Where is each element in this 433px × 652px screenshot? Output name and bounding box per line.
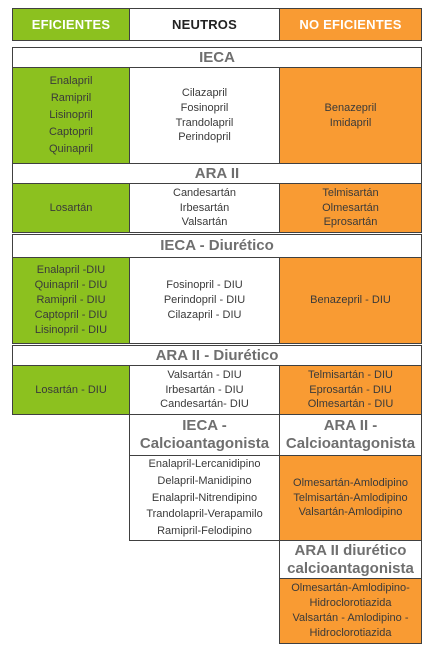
drug-item: Lisinopril - DIU [34, 323, 108, 336]
drug-item: Captopril - DIU [34, 308, 108, 321]
ara2-diu-no-eficientes-cell [279, 365, 422, 415]
section-title-line: Calcioantagonista [285, 435, 416, 452]
ieca-eficientes-cell [12, 67, 130, 164]
drug-item: Fosinopril [180, 101, 229, 114]
drug-item: Enalapril -DIU [36, 264, 106, 277]
drug-item: Telmisartán [322, 186, 379, 199]
drug-item: Benazepril [324, 101, 377, 114]
drug-item: Irbesartán [179, 201, 230, 214]
drug-item: Captopril [48, 125, 94, 138]
section-title-line: ARA II diurético [294, 541, 407, 559]
drug-item: Benazepril - DIU [310, 294, 391, 307]
drug-item: Lisinopril [49, 109, 93, 122]
drug-item: Olmesartán-Amlodipino [293, 476, 408, 489]
drug-item: Enalapril [49, 75, 93, 88]
section-title-ara2-calcioantagonista [279, 414, 422, 456]
ara2-calcio-no-eficientes-cell [279, 455, 422, 541]
ara2-no-eficientes-cell [279, 183, 422, 233]
drug-item: Losartán - DIU [35, 383, 107, 396]
header-no-eficientes [279, 8, 422, 41]
ieca-calcio-neutros-cell [129, 455, 280, 541]
section-title-ara2 [12, 163, 422, 184]
drug-item: Ramipril - DIU [36, 294, 106, 307]
drug-item: Eprosartán - DIU [309, 383, 392, 396]
drug-item: Quinapril [48, 142, 94, 155]
section-title-ara2-diuretico-label: ARA II - Diurético [155, 346, 279, 364]
ara2-diu-neutros-cell [129, 365, 280, 415]
drug-item: Olmesartán - DIU [307, 398, 394, 411]
drug-item: Enalapril-Lercanidipino [148, 457, 261, 470]
drug-item: Olmesartán [322, 201, 379, 214]
header-eficientes-label: EFICIENTES [31, 16, 111, 32]
section-title-ieca-diuretico-label: IECA - Diurético [160, 237, 274, 254]
drug-item: Perindopril [178, 131, 231, 144]
drug-item: Enalapril-Nitrendipino [151, 491, 258, 504]
section-title-line: calcioantagonista [287, 559, 414, 577]
drug-item: Ramipril [50, 92, 92, 105]
section-title-line: ARA II - [323, 417, 378, 434]
drug-item: Hidroclorotiazida [309, 597, 392, 610]
drug-item: Hidroclorotiazida [309, 626, 392, 639]
section-title-line: IECA - [182, 417, 227, 434]
drug-item: Irbesartán - DIU [165, 383, 244, 396]
drug-item: Candesartán [173, 186, 236, 199]
ara2-eficientes-cell [12, 183, 130, 233]
section-title-ieca-calcioantagonista [129, 414, 280, 456]
drug-item: Olmesartán-Amlodipino- [291, 582, 410, 595]
drug-item: Candesartán- DIU [160, 398, 249, 411]
section-title-ieca-label: IECA [199, 48, 235, 66]
header-neutros-label: NEUTROS [172, 16, 237, 32]
drug-item: Valsartán-Amlodipino [298, 506, 403, 519]
drug-item: Valsartán - DIU [167, 368, 242, 381]
drug-item: Delapril-Manidipino [157, 474, 252, 487]
ara2-neutros-cell [129, 183, 280, 233]
drug-item: Losartán [49, 201, 93, 214]
ieca-no-eficientes-cell [279, 67, 422, 164]
drug-item: Valsartán [181, 216, 228, 229]
drug-item: Fosinopril - DIU [166, 279, 243, 292]
drug-item: Telmisartán-Amlodipino [293, 491, 408, 504]
drug-item: Ramipril-Felodipino [157, 525, 252, 538]
drug-item: Telmisartán - DIU [308, 368, 393, 381]
header-no-eficientes-label: NO EFICIENTES [299, 16, 402, 32]
drug-item: Perindopril - DIU [163, 294, 246, 307]
section-title-ieca [12, 47, 422, 68]
section-title-ara2-diuretico [12, 345, 422, 366]
header-neutros [129, 8, 280, 41]
drug-item: Trandolapril [175, 116, 234, 129]
drug-item: Valsartán - Amlodipino - [292, 612, 409, 624]
ieca-diu-neutros-cell [129, 257, 280, 344]
section-title-ara2-diuretico-calcioantagonista [279, 540, 422, 579]
drug-item: Quinapril - DIU [34, 279, 108, 292]
ara2-diu-calcio-no-eficientes-cell [279, 578, 422, 644]
drug-item: Imidapril [329, 116, 372, 129]
drug-item: Cilazapril - DIU [167, 308, 242, 321]
ieca-diu-no-eficientes-cell [279, 257, 422, 344]
drug-item: Cilazapril [181, 86, 228, 99]
drug-item: Eprosartán [323, 216, 378, 229]
ieca-diu-eficientes-cell [12, 257, 130, 344]
section-title-line: Calcioantagonista [139, 435, 270, 452]
section-title-ara2-label: ARA II [194, 164, 240, 182]
header-eficientes [12, 8, 130, 41]
ara2-diu-eficientes-cell [12, 365, 130, 415]
ieca-neutros-cell [129, 67, 280, 164]
section-title-ieca-diuretico [12, 234, 422, 258]
drug-item: Trandolapril-Verapamilo [146, 508, 263, 521]
